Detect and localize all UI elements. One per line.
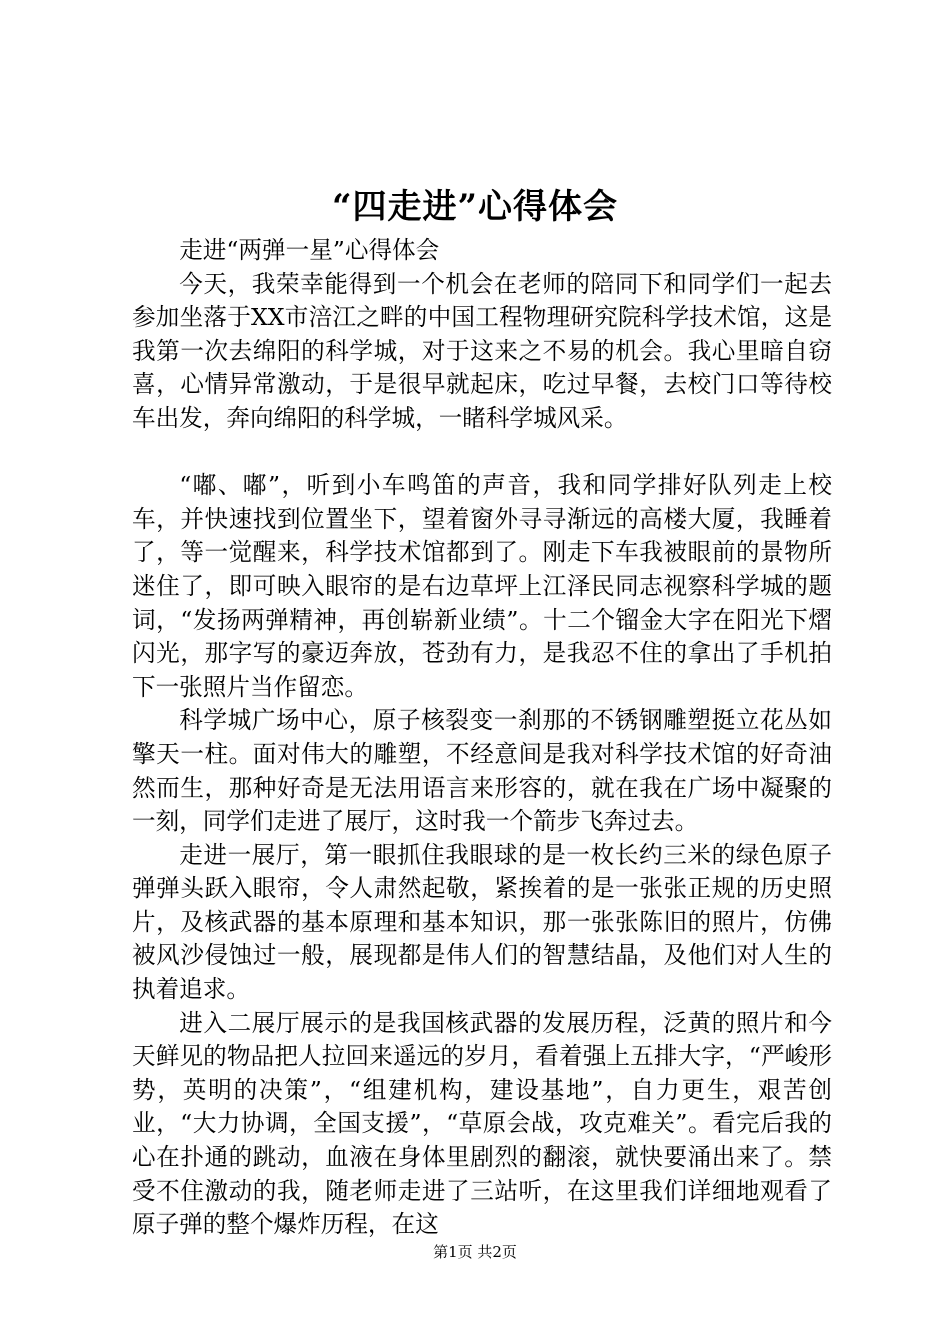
page-number-footer: 第1页 共2页: [433, 1243, 517, 1261]
body-paragraph: “嘟、嘟”，听到小车鸣笛的声音，我和同学排好队列走上校车，并快速找到位置坐下，望着窗外寻寻渐远的高楼大厦，我睡着了，等一觉醒来，科学技术馆都到了。刚走下车我被眼前的景物所迷住了，即可映入眼帘的是右边草坪上江泽民同志视察科学城的题词，“发扬两弹精神，再创崭新业绩”。十二个镏金大字在阳光下熠闪光，那字写的豪迈奔放，苍劲有力，是我忍不住的拿出了手机拍下一张照片当作留恋。: [132, 471, 832, 701]
subtitle-paragraph: 走进“两弹一星”心得体会: [179, 236, 440, 264]
document-title: “四走进”心得体会: [331, 187, 619, 227]
body-paragraph: 科学城广场中心，原子核裂变一刹那的不锈钢雕塑挺立花丛如擎天一柱。面对伟大的雕塑，不经意间是我对科学技术馆的好奇油然而生，那种好奇是无法用语言来形容的，就在我在广场中凝聚的一刻，同学们走进了展厅，这时我一个箭步飞奔过去。: [132, 706, 832, 836]
body-paragraph: 走进一展厅，第一眼抓住我眼球的是一枚长约三米的绿色原子弹弹头跃入眼帘，令人肃然起敬，紧挨着的是一张张正规的历史照片，及核武器的基本原理和基本知识，那一张张陈旧的照片，仿佛被风沙侵蚀过一般，展现都是伟人们的智慧结晶，及他们对人生的执着追求。: [132, 840, 832, 1004]
body-paragraph: 今天，我荣幸能得到一个机会在老师的陪同下和同学们一起去参加坐落于XX市涪江之畔的中国工程物理研究院科学技术馆，这是我第一次去绵阳的科学城，对于这来之不易的机会。我心里暗自窃喜，心情异常激动，于是很早就起床，吃过早餐，去校门口等待校车出发，奔向绵阳的科学城，一睹科学城风采。: [132, 269, 832, 432]
body-paragraph: 进入二展厅展示的是我国核武器的发展历程，泛黄的照片和今天鲜见的物品把人拉回来遥远的岁月，看着强上五排大字，“严峻形势，英明的决策”，“组建机构，建设基地”，自力更生，艰苦创业，“大力协调，全国支援”，“草原会战，攻克难关”。看完后我的心在扑通的跳动，血液在身体里剧烈的翻滚，就快要涌出来了。禁受不住激动的我，随老师走进了三站听，在这里我们详细地观看了原子弹的整个爆炸历程，在这: [132, 1008, 832, 1239]
document-body: [132, 234, 832, 1242]
